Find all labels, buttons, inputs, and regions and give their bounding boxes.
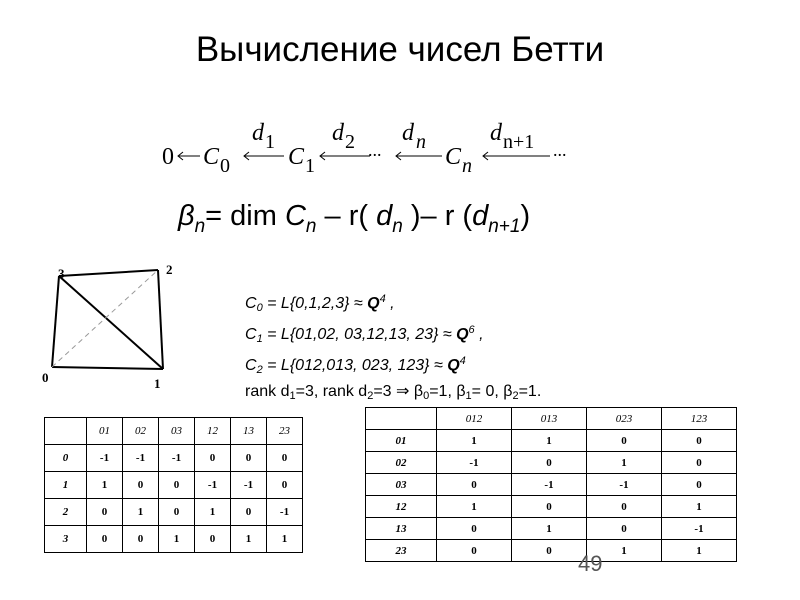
column-header: 01 xyxy=(87,418,123,445)
matrix-cell: 0 xyxy=(662,474,737,496)
matrix-cell: -1 xyxy=(662,518,737,540)
row-header: 03 xyxy=(366,474,437,496)
vertex-2-label: 2 xyxy=(166,262,173,277)
column-header: 023 xyxy=(587,408,662,430)
table-row xyxy=(45,472,303,499)
row-header: 12 xyxy=(366,496,437,518)
cn-sub: n xyxy=(462,155,472,177)
edge-1-0 xyxy=(52,367,163,369)
dots-1: ... xyxy=(368,140,382,160)
column-header: 12 xyxy=(195,418,231,445)
matrix-cell: 1 xyxy=(159,526,195,553)
formula-close: ) xyxy=(520,200,531,232)
column-header: 02 xyxy=(123,418,159,445)
rank-p1: rank d xyxy=(245,383,290,400)
edge-3-1 xyxy=(59,276,163,369)
rank-s4: 1 xyxy=(465,390,472,402)
rank-p3: =3 ⇒ β xyxy=(373,383,424,400)
c0-tail: , xyxy=(385,295,395,312)
c1-q: Q xyxy=(456,326,469,343)
boundary-matrix-d2 xyxy=(365,407,737,562)
matrix-cell: 0 xyxy=(87,526,123,553)
rank-p2: =3, rank d xyxy=(295,383,368,400)
table-row xyxy=(366,474,737,496)
c1-letter: C xyxy=(245,326,257,343)
rank-s5: 2 xyxy=(512,390,519,402)
d1-label: d xyxy=(252,120,264,146)
matrix-cell: 1 xyxy=(267,526,303,553)
matrix-cell: 0 xyxy=(662,430,737,452)
row-header: 23 xyxy=(366,540,437,562)
matrix-cell: 0 xyxy=(87,499,123,526)
c0-def-text: = L{0,1,2,3} ≈ xyxy=(262,295,368,312)
row-header: 0 xyxy=(45,445,87,472)
c0-letter: C xyxy=(245,295,257,312)
matrix-cell: 0 xyxy=(512,540,587,562)
formula-c-sub: n xyxy=(305,216,317,237)
vertex-3-label: 3 xyxy=(58,266,65,281)
matrix-cell: 0 xyxy=(437,540,512,562)
table-row xyxy=(366,540,737,562)
matrix-cell: 1 xyxy=(231,526,267,553)
d2-label: d xyxy=(332,120,344,146)
formula-c: C xyxy=(284,200,306,232)
c0-pow: 4 xyxy=(379,293,386,305)
matrix-cell: 0 xyxy=(267,472,303,499)
c1-def-sub: 1 xyxy=(256,333,263,345)
c1-sub: 1 xyxy=(305,155,315,177)
column-header: 23 xyxy=(267,418,303,445)
boundary-matrix-d1 xyxy=(44,417,303,553)
c0-term: C xyxy=(203,144,220,170)
matrix-cell: -1 xyxy=(87,445,123,472)
matrix-cell: 0 xyxy=(231,445,267,472)
rank-s3: 0 xyxy=(423,390,430,402)
chain-group-definitions xyxy=(245,288,541,407)
matrix-cell: 0 xyxy=(437,518,512,540)
row-header: 3 xyxy=(45,526,87,553)
c1-pow: 6 xyxy=(468,324,475,336)
matrix-cell: 1 xyxy=(437,430,512,452)
column-header: 03 xyxy=(159,418,195,445)
matrix-cell: 1 xyxy=(662,496,737,518)
rank-p4: =1, β xyxy=(429,383,466,400)
minus-r: – r( xyxy=(316,200,377,232)
matrix-cell: 0 xyxy=(662,452,737,474)
d2-sub: 2 xyxy=(345,131,355,153)
cn-term: C xyxy=(445,144,462,170)
c0-q: Q xyxy=(367,295,380,312)
matrix-cell: 0 xyxy=(267,445,303,472)
rank-s1: 1 xyxy=(289,390,296,402)
dn-sub: n xyxy=(416,131,426,153)
c2-letter: C xyxy=(245,357,257,374)
matrix-cell: -1 xyxy=(123,445,159,472)
c1-term: C xyxy=(288,144,305,170)
c0-def-sub: 0 xyxy=(256,302,263,314)
edge-0-3 xyxy=(52,276,59,367)
table-row xyxy=(366,496,737,518)
matrix-cell: 1 xyxy=(195,499,231,526)
d1-sub: 1 xyxy=(265,131,275,153)
formula-dn: d xyxy=(376,200,393,232)
zero-term: 0 xyxy=(162,144,174,170)
page-number: 49 xyxy=(578,551,603,576)
matrix-cell: -1 xyxy=(437,452,512,474)
vertex-0-label: 0 xyxy=(42,370,49,385)
matrix-cell: 1 xyxy=(512,518,587,540)
c2-pow: 4 xyxy=(459,355,466,367)
column-header: 13 xyxy=(231,418,267,445)
table-row xyxy=(366,452,737,474)
betti-formula xyxy=(178,200,530,238)
matrix-cell: 1 xyxy=(662,540,737,562)
matrix-cell: 1 xyxy=(587,540,662,562)
column-header: 012 xyxy=(437,408,512,430)
vertex-1-label: 1 xyxy=(154,376,161,391)
matrix-cell: 1 xyxy=(512,430,587,452)
matrix-cell: 0 xyxy=(159,472,195,499)
matrix-cell: 0 xyxy=(231,499,267,526)
rank-s2: 2 xyxy=(367,390,374,402)
matrix-cell: -1 xyxy=(195,472,231,499)
row-header: 02 xyxy=(366,452,437,474)
matrix-cell: 0 xyxy=(123,526,159,553)
matrix-cell: -1 xyxy=(159,445,195,472)
eq-dim: = dim xyxy=(205,200,285,232)
matrix-cell: 0 xyxy=(512,452,587,474)
beta-symbol: β xyxy=(178,200,195,232)
rank-p5: = 0, β xyxy=(471,383,513,400)
rank-line xyxy=(245,381,541,407)
c1-tail: , xyxy=(474,326,484,343)
matrix-cell: 0 xyxy=(512,496,587,518)
matrix-cell: -1 xyxy=(231,472,267,499)
rank-p6: =1. xyxy=(518,383,542,400)
dn1-label: d xyxy=(490,120,502,146)
corner-cell xyxy=(366,408,437,430)
row-header: 1 xyxy=(45,472,87,499)
c2-def-sub: 2 xyxy=(256,364,263,376)
minus-r2: )– r ( xyxy=(402,200,473,232)
matrix-cell: -1 xyxy=(267,499,303,526)
c1-def-text: = L{01,02, 03,12,13, 23} ≈ xyxy=(262,326,457,343)
matrix-cell: 0 xyxy=(159,499,195,526)
matrix-cell: 0 xyxy=(587,518,662,540)
tetrahedron-diagram xyxy=(38,258,188,394)
table-row xyxy=(366,430,737,452)
matrix-cell: 1 xyxy=(87,472,123,499)
matrix-cell: 0 xyxy=(587,496,662,518)
matrix-cell: 0 xyxy=(195,526,231,553)
row-header: 2 xyxy=(45,499,87,526)
matrix-cell: 1 xyxy=(123,499,159,526)
formula-dn1: d xyxy=(472,200,489,232)
c2-definition xyxy=(245,350,541,381)
table-row xyxy=(45,445,303,472)
chain-complex xyxy=(160,112,580,182)
header-row xyxy=(366,408,737,430)
edge-2-1 xyxy=(158,270,163,369)
matrix-cell: 0 xyxy=(123,472,159,499)
table-row xyxy=(45,499,303,526)
matrix-cell: -1 xyxy=(512,474,587,496)
matrix-cell: 0 xyxy=(587,430,662,452)
beta-sub: n xyxy=(194,216,206,237)
c0-sub: 0 xyxy=(220,155,230,177)
matrix-cell: 1 xyxy=(437,496,512,518)
c1-definition xyxy=(245,319,541,350)
matrix-cell: -1 xyxy=(587,474,662,496)
dots-2: ... xyxy=(553,140,567,160)
column-header: 013 xyxy=(512,408,587,430)
formula-dn-sub: n xyxy=(392,216,403,237)
table-row xyxy=(366,518,737,540)
c2-def-text: = L{012,013, 023, 123} ≈ xyxy=(262,357,448,374)
dn-label: d xyxy=(402,120,414,146)
table-row xyxy=(45,526,303,553)
corner-cell xyxy=(45,418,87,445)
c0-definition xyxy=(245,288,541,319)
c2-q: Q xyxy=(447,357,460,374)
column-header: 123 xyxy=(662,408,737,430)
row-header: 01 xyxy=(366,430,437,452)
matrix-cell: 1 xyxy=(587,452,662,474)
edge-3-2 xyxy=(59,270,158,276)
row-header: 13 xyxy=(366,518,437,540)
header-row xyxy=(45,418,303,445)
slide-title: Вычисление чисел Бетти xyxy=(195,30,605,69)
matrix-cell: 0 xyxy=(195,445,231,472)
dn1-sub: n+1 xyxy=(503,131,535,153)
matrix-cell: 0 xyxy=(437,474,512,496)
formula-dn1-sub: n+1 xyxy=(488,216,521,237)
